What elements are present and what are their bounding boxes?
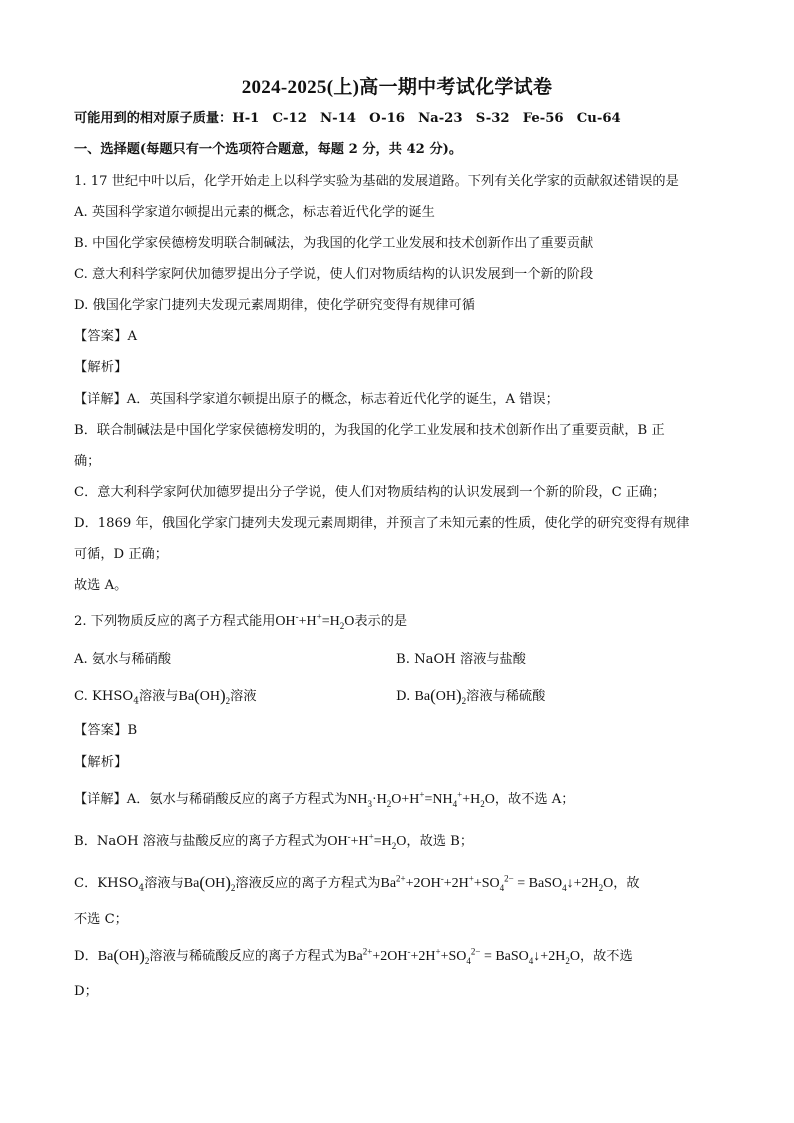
barium-hydroxide-formula: $Ba(OH)_2$ bbox=[178, 686, 231, 706]
q2-stem: 2. 下列物质反应的离子方程式能用$OH^-+H^+=H_2O$表示的是 bbox=[74, 611, 408, 631]
q2-detail-c: C．$KHSO_4$溶液与$Ba(OH)_2$溶液反应的离子方程式为$Ba^{2+}+2OH^-+2H^++SO_4^{2-}$ = $BaSO_4↓+2H_2O$，故 bbox=[74, 873, 640, 894]
q1-detail-b: B．联合制碱法是中国化学家侯德榜发明的，为我国的化学工业发展和技术创新作出了重要贡献，B 正 bbox=[74, 423, 665, 438]
q1-option-d: D. 俄国化学家门捷列夫发现元素周期律，使化学研究变得有规律可循 bbox=[74, 298, 475, 313]
ionic-equation: $OH^-+H^+=H_2O$ bbox=[275, 611, 355, 631]
q1-answer: 【答案】A bbox=[74, 329, 138, 344]
q2-analysis-label: 【解析】 bbox=[74, 755, 128, 770]
q2-option-a: A. 氨水与稀硝酸 bbox=[74, 652, 172, 667]
q2-detail-c-cont: 不选 C； bbox=[74, 912, 128, 927]
q1-stem: 1. 17 世纪中叶以后，化学开始走上以科学实验为基础的发展道路。下列有关化学家的贡献叙述错误的是 bbox=[74, 174, 679, 189]
q2-detail-b: B．NaOH 溶液与盐酸反应的离子方程式为$OH^-+H^+=H_2O$，故选 B； bbox=[74, 831, 474, 851]
q1-detail-c: C．意大利科学家阿伏加德罗提出分子学说，使人们对物质结构的认识发展到一个新的阶段，C 正确； bbox=[74, 485, 666, 500]
atomic-mass-line: 可能用到的相对原子质量：H-1 C-12 N-14 O-16 Na-23 S-32 Fe-56 Cu-64 bbox=[74, 111, 621, 126]
barium-sulfate-equation: $Ba^{2+}+2OH^-+2H^++SO_4^{2-}$ = $BaSO_4↓+2H_2O$ bbox=[347, 946, 580, 966]
barium-sulfate-equation: $Ba^{2+}+2OH^-+2H^++SO_4^{2-}$ = $BaSO_4↓+2H_2O$ bbox=[380, 873, 614, 893]
ammonia-equation: $NH_3\cdot H_2O+H^+=NH_4^++H_2O$ bbox=[347, 789, 495, 809]
q1-option-a: A. 英国科学家道尔顿提出元素的概念，标志着近代化学的诞生 bbox=[74, 205, 435, 220]
barium-hydroxide-formula: $Ba(OH)_2$ bbox=[97, 946, 150, 966]
q2-detail-d-cont: D； bbox=[74, 984, 98, 999]
q2-detail-d: D．$Ba(OH)_2$溶液与稀硫酸反应的离子方程式为$Ba^{2+}+2OH^-+2H^++SO_4^{2-}$ = $BaSO_4↓+2H_2O$，故不选 bbox=[74, 946, 633, 966]
page-title: 2024-2025(上)高一期中考试化学试卷 bbox=[241, 77, 553, 98]
q1-detail-b-cont: 确； bbox=[74, 454, 101, 469]
q2-option-d: D. $Ba(OH)_2$溶液与稀硫酸 bbox=[396, 686, 546, 706]
q1-analysis-label: 【解析】 bbox=[74, 360, 128, 375]
q1-detail-d-cont: 可循，D 正确； bbox=[74, 547, 168, 562]
q1-detail-a: 【详解】A．英国科学家道尔顿提出原子的概念，标志着近代化学的诞生，A 错误； bbox=[74, 392, 559, 407]
q1-detail-d: D．1869 年，俄国化学家门捷列夫发现元素周期律，并预言了未知元素的性质，使化学的研究变得有规律 bbox=[74, 516, 690, 531]
q2-answer: 【答案】B bbox=[74, 723, 138, 738]
section-heading: 一、选择题(每题只有一个选项符合题意，每题 2 分，共 42 分)。 bbox=[74, 142, 463, 157]
barium-hydroxide-formula: $Ba(OH)_2$ bbox=[414, 686, 467, 706]
neutralization-equation: $OH^-+H^+=H_2O$ bbox=[327, 831, 407, 851]
q2-option-c: C. $KHSO_4$溶液与$Ba(OH)_2$溶液 bbox=[74, 686, 257, 707]
q1-option-c: C. 意大利科学家阿伏加德罗提出分子学说，使人们对物质结构的认识发展到一个新的阶段 bbox=[74, 267, 594, 282]
q2-option-b: B. NaOH 溶液与盐酸 bbox=[396, 652, 526, 667]
q1-conclusion: 故选 A。 bbox=[74, 578, 128, 593]
q2-detail-a: 【详解】A．氨水与稀硝酸反应的离子方程式为$NH_3\cdot H_2O+H^+=NH_4^++H_2O$，故不选 A； bbox=[74, 789, 575, 809]
barium-hydroxide-formula: $Ba(OH)_2$ bbox=[183, 873, 236, 893]
q1-option-b: B. 中国化学家侯德榜发明联合制碱法，为我国的化学工业发展和技术创新作出了重要贡献 bbox=[74, 236, 594, 251]
